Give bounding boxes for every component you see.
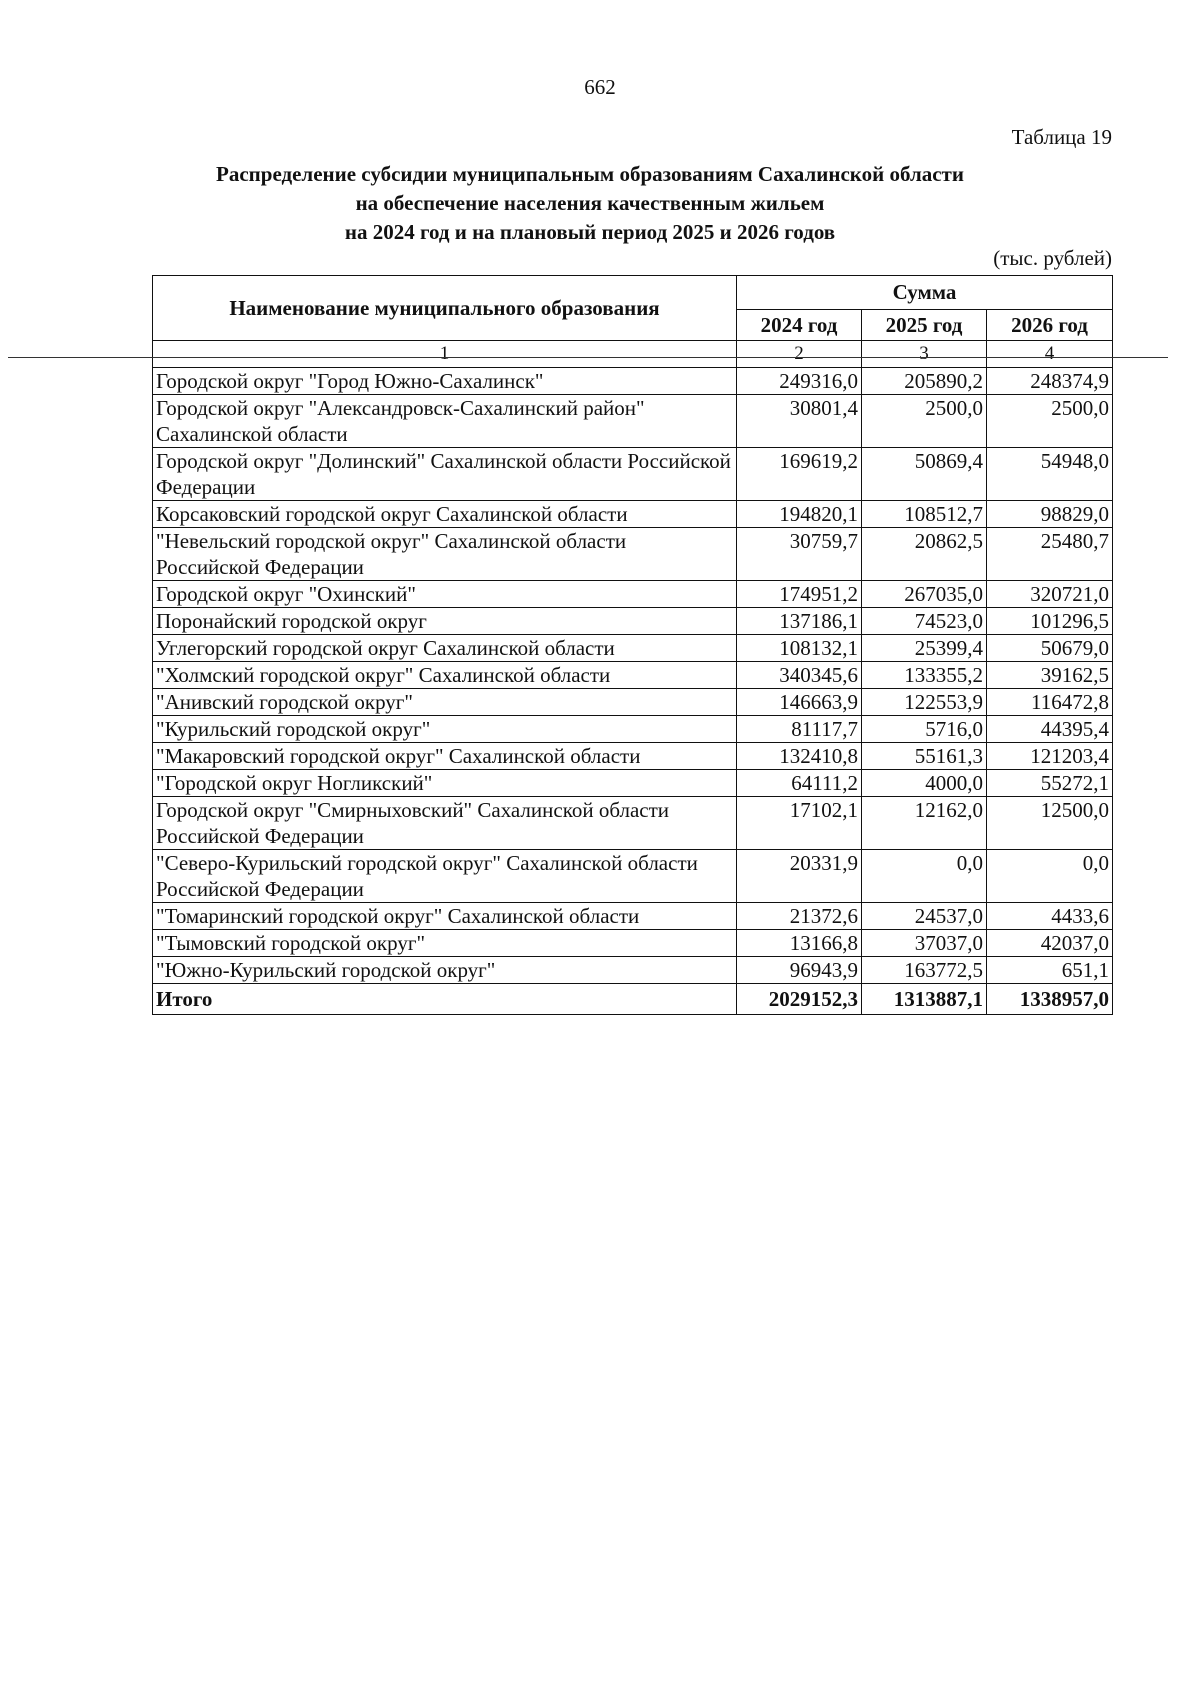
municipality-name: Углегорский городской округ Сахалинской области	[153, 635, 737, 662]
total-label: Итого	[153, 984, 737, 1015]
value-2025: 12162,0	[862, 797, 987, 850]
municipality-name: Корсаковский городской округ Сахалинской области	[153, 501, 737, 528]
value-2025: 37037,0	[862, 930, 987, 957]
value-2024: 174951,2	[737, 581, 862, 608]
municipality-name: "Северо-Курильский городской округ" Сахалинской области Российской Федерации	[153, 850, 737, 903]
value-2024: 20331,9	[737, 850, 862, 903]
value-2026: 651,1	[987, 957, 1113, 984]
value-2026: 98829,0	[987, 501, 1113, 528]
value-2026: 39162,5	[987, 662, 1113, 689]
table-row	[153, 797, 1113, 850]
total-2025: 1313887,1	[862, 984, 987, 1015]
municipality-name: "Городской округ Ногликский"	[153, 770, 737, 797]
header-row	[153, 276, 1113, 310]
table-row	[153, 368, 1113, 395]
value-2024: 146663,9	[737, 689, 862, 716]
column-number: 2	[737, 341, 862, 368]
table-row	[153, 850, 1113, 903]
value-2025: 55161,3	[862, 743, 987, 770]
table-row	[153, 743, 1113, 770]
total-row	[153, 984, 1113, 1015]
municipality-name: "Южно-Курильский городской округ"	[153, 957, 737, 984]
header-year-2026: 2026 год	[987, 309, 1113, 340]
value-2025: 133355,2	[862, 662, 987, 689]
table-row	[153, 608, 1113, 635]
header-year-2024: 2024 год	[737, 309, 862, 340]
title-line: Распределение субсидии муниципальным образованиям Сахалинской области	[216, 162, 964, 186]
table-body	[153, 368, 1113, 984]
value-2025: 0,0	[862, 850, 987, 903]
column-number: 4	[987, 341, 1113, 368]
table-row	[153, 581, 1113, 608]
value-2025: 267035,0	[862, 581, 987, 608]
value-2026: 42037,0	[987, 930, 1113, 957]
table-row	[153, 501, 1113, 528]
table-row	[153, 716, 1113, 743]
title-line: на 2024 год и на плановый период 2025 и 2026 годов	[344, 220, 836, 244]
value-2024: 17102,1	[737, 797, 862, 850]
total-2026: 1338957,0	[987, 984, 1113, 1015]
municipality-name: Городской округ "Александровск-Сахалинский район" Сахалинской области	[153, 395, 737, 448]
municipality-name: "Холмский городской округ" Сахалинской области	[153, 662, 737, 689]
value-2026: 116472,8	[987, 689, 1113, 716]
total-2024: 2029152,3	[737, 984, 862, 1015]
value-2024: 96943,9	[737, 957, 862, 984]
value-2024: 81117,7	[737, 716, 862, 743]
value-2024: 137186,1	[737, 608, 862, 635]
table-row	[153, 528, 1113, 581]
subsidy-table	[152, 275, 1113, 1015]
value-2026: 55272,1	[987, 770, 1113, 797]
value-2025: 163772,5	[862, 957, 987, 984]
value-2024: 30759,7	[737, 528, 862, 581]
table-title	[140, 160, 1040, 247]
municipality-name: Городской округ "Смирныховский" Сахалинской области Российской Федерации	[153, 797, 737, 850]
column-number: 1	[153, 341, 737, 368]
value-2024: 340345,6	[737, 662, 862, 689]
value-2025: 5716,0	[862, 716, 987, 743]
column-number-row	[153, 341, 1113, 368]
value-2025: 4000,0	[862, 770, 987, 797]
value-2025: 108512,7	[862, 501, 987, 528]
value-2026: 248374,9	[987, 368, 1113, 395]
value-2025: 20862,5	[862, 528, 987, 581]
title-line: на обеспечение населения качественным жильем	[355, 191, 825, 215]
value-2024: 249316,0	[737, 368, 862, 395]
table-row	[153, 395, 1113, 448]
value-2026: 121203,4	[987, 743, 1113, 770]
municipality-name: Городской округ "Охинский"	[153, 581, 737, 608]
column-number: 3	[862, 341, 987, 368]
value-2024: 21372,6	[737, 903, 862, 930]
value-2026: 101296,5	[987, 608, 1113, 635]
municipality-name: "Томаринский городской округ" Сахалинской области	[153, 903, 737, 930]
municipality-name: Городской округ "Долинский" Сахалинской области Российской Федерации	[153, 448, 737, 501]
value-2026: 25480,7	[987, 528, 1113, 581]
header-sum: Сумма	[737, 276, 1113, 310]
value-2026: 54948,0	[987, 448, 1113, 501]
municipality-name: "Невельский городской округ" Сахалинской области Российской Федерации	[153, 528, 737, 581]
value-2026: 0,0	[987, 850, 1113, 903]
table-row	[153, 957, 1113, 984]
municipality-name: "Анивский городской округ"	[153, 689, 737, 716]
value-2024: 132410,8	[737, 743, 862, 770]
value-2025: 74523,0	[862, 608, 987, 635]
table-row	[153, 635, 1113, 662]
value-2026: 50679,0	[987, 635, 1113, 662]
table-row	[153, 930, 1113, 957]
value-2024: 194820,1	[737, 501, 862, 528]
table-row	[153, 903, 1113, 930]
table-label: Таблица 19	[1011, 125, 1112, 149]
value-2025: 24537,0	[862, 903, 987, 930]
table-row	[153, 689, 1113, 716]
value-2024: 108132,1	[737, 635, 862, 662]
table-row	[153, 770, 1113, 797]
municipality-name: Поронайский городской округ	[153, 608, 737, 635]
table-row	[153, 662, 1113, 689]
value-2025: 122553,9	[862, 689, 987, 716]
header-name: Наименование муниципального образования	[153, 276, 737, 341]
value-2024: 169619,2	[737, 448, 862, 501]
municipality-name: "Макаровский городской округ" Сахалинской области	[153, 743, 737, 770]
value-2026: 2500,0	[987, 395, 1113, 448]
value-2025: 205890,2	[862, 368, 987, 395]
value-2026: 320721,0	[987, 581, 1113, 608]
value-2024: 64111,2	[737, 770, 862, 797]
municipality-name: "Тымовский городской округ"	[153, 930, 737, 957]
page-number: 662	[584, 75, 616, 99]
value-2026: 12500,0	[987, 797, 1113, 850]
municipality-name: "Курильский городской округ"	[153, 716, 737, 743]
value-2025: 25399,4	[862, 635, 987, 662]
value-2024: 13166,8	[737, 930, 862, 957]
table-row	[153, 448, 1113, 501]
municipality-name: Городской округ "Город Южно-Сахалинск"	[153, 368, 737, 395]
value-2026: 44395,4	[987, 716, 1113, 743]
value-2024: 30801,4	[737, 395, 862, 448]
value-2025: 2500,0	[862, 395, 987, 448]
value-2025: 50869,4	[862, 448, 987, 501]
units-label: (тыс. рублей)	[993, 246, 1112, 270]
header-year-2025: 2025 год	[862, 309, 987, 340]
scan-artifact-line	[8, 357, 1168, 358]
value-2026: 4433,6	[987, 903, 1113, 930]
